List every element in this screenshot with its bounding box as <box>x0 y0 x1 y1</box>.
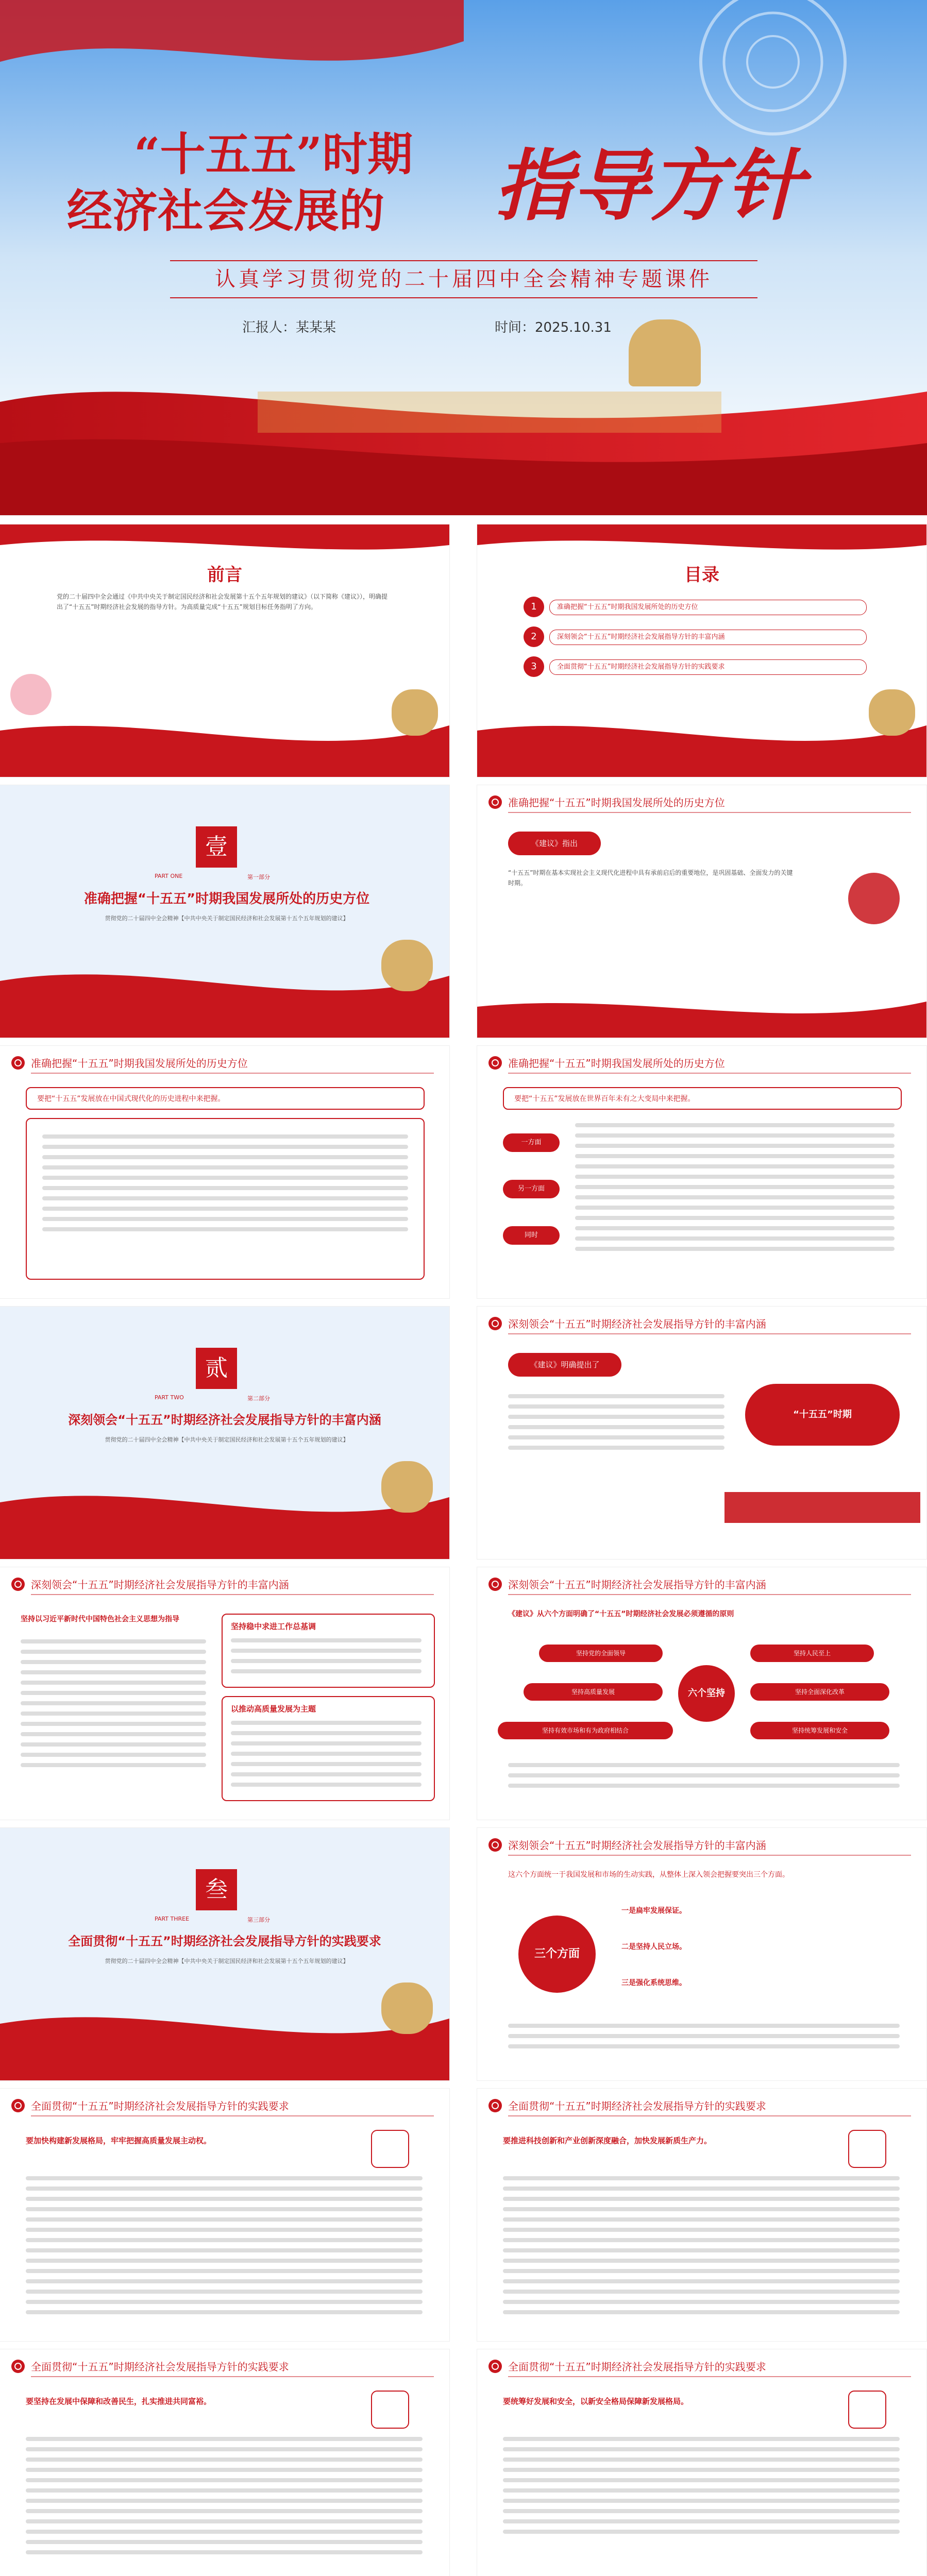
s5-paragraph <box>42 1134 408 1238</box>
s5-banner: 要把“十五五”发展放在中国式现代化的历史进程中来把握。 <box>37 1095 225 1103</box>
part-decor <box>0 785 449 1038</box>
header-title: 准确把握“十五五”时期我国发展所处的历史方位 <box>508 1057 725 1070</box>
preface-text: 党的二十届四中全会通过《中共中央关于制定国民经济和社会发展第十五个五年规划的建议》（以下简称《建议》），明确提出了“十五五”时期经济社会发展的指导方针。为高质量完成“十五五”规划目标任务指明了方向。 <box>57 593 388 611</box>
slide-header <box>0 1567 449 1599</box>
s16-banner: 要统筹好发展和安全，以新安全格局保障新发展格局。 <box>503 2397 689 2406</box>
s11-point-1: 一是扁牢发展保证。 <box>621 1907 686 1915</box>
slide-header <box>477 1046 926 1078</box>
header-dot-icon <box>11 1578 25 1591</box>
part-label: 第二部分 <box>247 1395 270 1402</box>
header-title: 深刻领会“十五五”时期经济社会发展指导方针的丰富内涵 <box>508 1839 766 1852</box>
s4-tag: 《建议》指出 <box>508 832 601 855</box>
s9-box3 <box>222 1696 435 1801</box>
part-two-slide <box>0 1307 449 1559</box>
part-decor <box>0 1307 449 1559</box>
s10-center: 六个坚持 <box>678 1665 735 1722</box>
header-dot-icon <box>11 2360 25 2373</box>
s6-banner: 要把“十五五”发展放在世界百年未有之大变局中来把握。 <box>514 1095 695 1103</box>
s4-slide <box>477 785 926 1038</box>
toc-list <box>524 597 858 677</box>
s9-head3: 以推动高质量发展为主题 <box>231 1704 316 1714</box>
s14-banner: 要推进科技创新和产业创新深度融合，加快发展新质生产力。 <box>503 2136 712 2145</box>
header-title: 深刻领会“十五五”时期经济社会发展指导方针的丰富内涵 <box>508 1579 766 1591</box>
header-dot-icon <box>488 795 502 809</box>
s4-decor <box>477 785 926 1038</box>
s13-paragraph <box>26 2176 423 2320</box>
s9-head1 <box>21 1614 206 1624</box>
cover-time: 时间：2025.10.31 <box>495 320 612 335</box>
s15-slide <box>0 2349 449 2576</box>
s10-principle-1: 坚持党的全面领导 <box>539 1645 663 1662</box>
slide-header <box>477 2089 926 2121</box>
slide-header <box>0 2349 449 2381</box>
part-decor <box>0 1828 449 2080</box>
s5-banner-box <box>26 1087 425 1110</box>
pen-icon <box>371 2130 409 2168</box>
s4-text: “十五五”时期在基本实现社会主义现代化进程中具有承前启后的重要地位，是巩固基础、全面发力的关键时期。 <box>508 869 793 887</box>
s10-principle-6: 坚持统筹发展和安全 <box>750 1722 889 1739</box>
part-title: 深刻领会“十五五”时期经济社会发展指导方针的丰富内涵 <box>68 1413 381 1427</box>
header-title: 全面贯彻“十五五”时期经济社会发展指导方针的实践要求 <box>31 2361 289 2373</box>
header-title: 全面贯彻“十五五”时期经济社会发展指导方针的实践要求 <box>508 2361 766 2373</box>
slide-header <box>0 1046 449 1078</box>
cover-subtitle: 认真学习贯彻党的二十届四中全会精神专题课件 <box>170 260 757 298</box>
header-dot-icon <box>488 1317 502 1330</box>
s9-slide <box>0 1567 449 1820</box>
header-title: 准确把握“十五五”时期我国发展所处的历史方位 <box>508 796 725 809</box>
part-note: 贯彻党的二十届四中全会精神【中共中央关于制定国民经济和社会发展第十五个五年规划的建议】 <box>105 1436 349 1443</box>
part-one-slide <box>0 785 449 1038</box>
part-title: 全面贯彻“十五五”时期经济社会发展指导方针的实践要求 <box>68 1934 381 1948</box>
header-title: 准确把握“十五五”时期我国发展所处的历史方位 <box>31 1057 248 1070</box>
s8-slide <box>477 1307 926 1559</box>
gold-lion-icon <box>629 319 701 386</box>
s16-paragraph <box>503 2437 900 2540</box>
preface-title: 前言 <box>207 565 242 585</box>
header-dot-icon <box>11 1056 25 1070</box>
part-note: 贯彻党的二十届四中全会精神【中共中央关于制定国民经济和社会发展第十五个五年规划的建议】 <box>105 915 349 922</box>
s6-paragraph <box>575 1123 895 1257</box>
toc-num: 1 <box>524 597 544 617</box>
s10-slide <box>477 1567 926 1820</box>
s5-content-box <box>26 1118 425 1280</box>
s10-principle-4: 坚持全面深化改革 <box>750 1683 889 1701</box>
part-badge: 壹 <box>196 826 237 868</box>
s6-left2: 另一方面 <box>503 1180 560 1198</box>
s9-head2: 坚持稳中求进工作总基调 <box>231 1622 316 1631</box>
part-label: 第三部分 <box>247 1917 270 1923</box>
part-en: PART ONE <box>155 873 183 879</box>
header-dot-icon <box>488 1578 502 1591</box>
s15-paragraph <box>26 2437 423 2561</box>
s10-principle-5: 坚持有效市场和有为政府相结合 <box>498 1722 673 1739</box>
header-title: 深刻领会“十五五”时期经济社会发展指导方针的丰富内涵 <box>508 1318 766 1330</box>
part-label: 第一部分 <box>247 874 270 880</box>
s11-circle: 三个方面 <box>518 1916 596 1993</box>
toc-item-2[interactable] <box>524 626 858 647</box>
s10-principle-2: 坚持人民至上 <box>750 1645 874 1662</box>
cover-reporter: 汇报人：某某某 <box>242 320 336 335</box>
s11-point-2: 二是坚持人民立场。 <box>621 1943 686 1951</box>
s13-banner: 要加快构建新发展格局，牢牢把握高质量发展主动权。 <box>26 2136 212 2145</box>
part-three-slide <box>0 1828 449 2080</box>
slide-header <box>477 785 926 817</box>
s5-slide <box>0 1046 449 1298</box>
s9-box2 <box>222 1614 435 1688</box>
toc-item-1[interactable] <box>524 597 858 617</box>
s10-principle-3: 坚持高质量发展 <box>524 1683 663 1701</box>
toc-label: 准确把握“十五五”时期我国发展所处的历史方位 <box>549 600 867 615</box>
s6-left3: 同时 <box>503 1226 560 1245</box>
slide-header <box>477 1567 926 1599</box>
toc-item-3[interactable] <box>524 656 858 677</box>
slide-header <box>0 2089 449 2121</box>
preface-slide <box>0 524 449 777</box>
cover-title-line1: “十五五”时期 <box>134 127 413 181</box>
toc-label: 全面贯彻“十五五”时期经济社会发展指导方针的实践要求 <box>549 659 867 675</box>
pen-icon <box>848 2130 886 2168</box>
slide-header <box>477 2349 926 2381</box>
header-title: 全面贯彻“十五五”时期经济社会发展指导方针的实践要求 <box>508 2100 766 2112</box>
part-badge: 贰 <box>196 1348 237 1389</box>
s10-paragraph <box>508 1763 900 1794</box>
header-dot-icon <box>488 1838 502 1852</box>
cover-title-line2: 经济社会发展的 <box>67 184 385 238</box>
s9-box2-text <box>231 1638 422 1680</box>
s8-tag: 《建议》明确提出了 <box>508 1353 621 1377</box>
s11-slide <box>477 1828 926 2080</box>
part-badge: 叁 <box>196 1869 237 1910</box>
slide-header <box>477 1307 926 1338</box>
s11-point-3: 三是强化系统思维。 <box>621 1979 686 1987</box>
toc-num: 2 <box>524 626 544 647</box>
s16-slide <box>477 2349 926 2576</box>
header-title: 深刻领会“十五五”时期经济社会发展指导方针的丰富内涵 <box>31 1579 289 1591</box>
toc-num: 3 <box>524 656 544 677</box>
header-title: 全面贯彻“十五五”时期经济社会发展指导方针的实践要求 <box>31 2100 289 2112</box>
header-dot-icon <box>11 2099 25 2112</box>
part-note: 贯彻党的二十届四中全会精神【中共中央关于制定国民经济和社会发展第十五个五年规划的建议】 <box>105 1958 349 1964</box>
s9-box3-text <box>231 1721 422 1793</box>
cover-title-brush: 指导方针 <box>495 141 804 231</box>
s11-banner: 这六个方面统一于我国发展和市场的生动实践，从整体上深入领会把握要突出三个方面。 <box>508 1871 789 1879</box>
s14-paragraph <box>503 2176 900 2320</box>
toc-title: 目录 <box>684 565 719 585</box>
header-dot-icon <box>488 2360 502 2373</box>
s14-slide <box>477 2089 926 2341</box>
s8-stage-label: “十五五”时期 <box>793 1409 852 1420</box>
s11-paragraph <box>508 2024 900 2055</box>
s9-paragraph <box>21 1639 206 1773</box>
s6-banner-box <box>503 1087 902 1110</box>
part-en: PART THREE <box>155 1916 190 1922</box>
s13-slide <box>0 2089 449 2341</box>
cover-slide <box>0 0 927 515</box>
part-en: PART TWO <box>155 1394 184 1401</box>
slide-header <box>477 1828 926 1860</box>
s10-banner: 《建议》从六个方面明确了“十五五”时期经济社会发展必须遵循的原则 <box>508 1610 734 1618</box>
s9-head1-text: 坚持以习近平新时代中国特色社会主义思想为指导 <box>21 1615 179 1623</box>
header-dot-icon <box>488 2099 502 2112</box>
pen-icon <box>848 2391 886 2429</box>
s15-banner: 要坚持在发展中保障和改善民生，扎实推进共同富裕。 <box>26 2397 212 2406</box>
toc-label: 深刻领会“十五五”时期经济社会发展指导方针的丰富内涵 <box>549 630 867 645</box>
pen-icon <box>371 2391 409 2429</box>
cover-background <box>0 0 927 515</box>
s6-slide <box>477 1046 926 1298</box>
s6-left1: 一方面 <box>503 1133 560 1152</box>
toc-slide <box>477 524 926 777</box>
part-title: 准确把握“十五五”时期我国发展所处的历史方位 <box>83 891 370 907</box>
header-dot-icon <box>488 1056 502 1070</box>
s8-paragraph <box>508 1394 724 1456</box>
